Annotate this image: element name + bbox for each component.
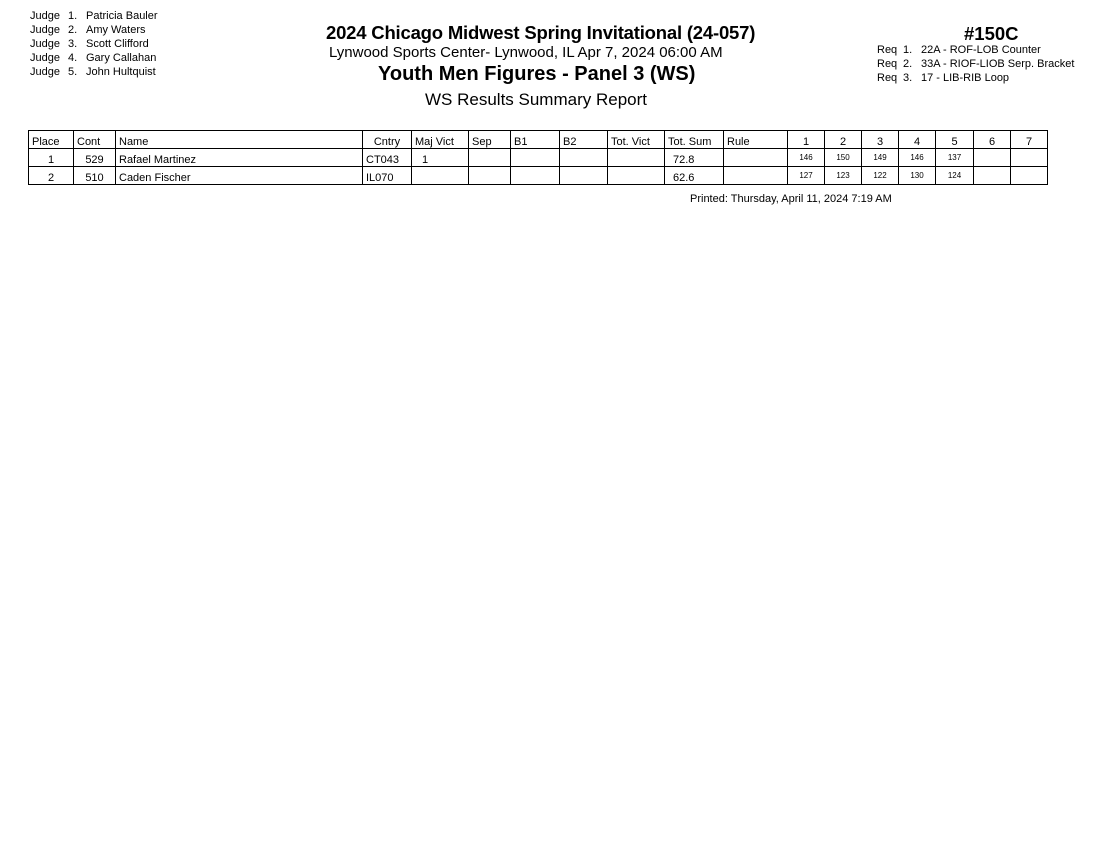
requirement-row: Req 2. 33A - RIOF-LIOB Serp. Bracket bbox=[877, 58, 1075, 70]
judge-row: Judge 3. Scott Clifford bbox=[30, 38, 149, 50]
cont-cell: 510 bbox=[74, 167, 116, 185]
judge-score-cell bbox=[974, 149, 1011, 167]
column-header: B2 bbox=[560, 131, 608, 149]
judge-row: Judge 4. Gary Callahan bbox=[30, 52, 157, 64]
column-header: Place bbox=[29, 131, 74, 149]
sep-cell bbox=[469, 149, 511, 167]
place-cell: 1 bbox=[29, 149, 74, 167]
cntry-cell: CT043 bbox=[363, 149, 412, 167]
judge-name: Amy Waters bbox=[86, 24, 146, 36]
event-title: Youth Men Figures - Panel 3 (WS) bbox=[378, 63, 696, 85]
judge-row: Judge 5. John Hultquist bbox=[30, 66, 156, 78]
b1-cell bbox=[511, 149, 560, 167]
column-header: Name bbox=[116, 131, 363, 149]
venue-line: Lynwood Sports Center- Lynwood, IL Apr 7, 2024 06:00 AM bbox=[329, 44, 723, 61]
judge-score-cell: 122 bbox=[862, 167, 899, 185]
column-header: 3 bbox=[862, 131, 899, 149]
column-header: Cntry bbox=[363, 131, 412, 149]
judge-score-cell bbox=[1011, 149, 1048, 167]
results-table bbox=[28, 130, 1048, 185]
judge-score-cell: 123 bbox=[825, 167, 862, 185]
judge-score-cell: 127 bbox=[788, 167, 825, 185]
cont-cell: 529 bbox=[74, 149, 116, 167]
judge-score-cell: 130 bbox=[899, 167, 936, 185]
column-header: 2 bbox=[825, 131, 862, 149]
requirement-row: Req 1. 22A - ROF-LOB Counter bbox=[877, 44, 1041, 56]
sep-cell bbox=[469, 167, 511, 185]
column-header: Tot. Vict bbox=[608, 131, 665, 149]
judge-score-cell bbox=[1011, 167, 1048, 185]
table-row bbox=[29, 167, 1048, 185]
competition-title: 2024 Chicago Midwest Spring Invitational (24-057) bbox=[326, 22, 756, 43]
judge-score-cell: 150 bbox=[825, 149, 862, 167]
column-header: Sep bbox=[469, 131, 511, 149]
rule-cell bbox=[724, 167, 788, 185]
table-row bbox=[29, 149, 1048, 167]
tot-sum-cell: 62.6 bbox=[665, 167, 724, 185]
judges-list bbox=[30, 9, 158, 79]
column-header: 5 bbox=[936, 131, 974, 149]
column-header: 1 bbox=[788, 131, 825, 149]
table-header-row bbox=[29, 131, 1048, 149]
tot-vict-cell bbox=[608, 149, 665, 167]
b2-cell bbox=[560, 149, 608, 167]
b2-cell bbox=[560, 167, 608, 185]
judge-score-cell: 137 bbox=[936, 149, 974, 167]
column-header: 6 bbox=[974, 131, 1011, 149]
judge-row: Judge 2. Amy Waters bbox=[30, 24, 146, 36]
judge-score-cell: 149 bbox=[862, 149, 899, 167]
column-header: Cont bbox=[74, 131, 116, 149]
tot-sum-cell: 72.8 bbox=[665, 149, 724, 167]
column-header: Tot. Sum bbox=[665, 131, 724, 149]
column-header: 4 bbox=[899, 131, 936, 149]
maj-vict-cell: 1 bbox=[412, 149, 469, 167]
column-header: Rule bbox=[724, 131, 788, 149]
printed-timestamp: Printed: Thursday, April 11, 2024 7:19 AM bbox=[690, 193, 892, 205]
event-number: #150C bbox=[964, 23, 1019, 44]
tot-vict-cell bbox=[608, 167, 665, 185]
place-cell: 2 bbox=[29, 167, 74, 185]
judge-score-cell bbox=[974, 167, 1011, 185]
name-cell: Caden Fischer bbox=[116, 167, 363, 185]
judge-score-cell: 146 bbox=[788, 149, 825, 167]
b1-cell bbox=[511, 167, 560, 185]
rule-cell bbox=[724, 149, 788, 167]
requirements-list bbox=[877, 43, 1074, 85]
requirement-row: Req 3. 17 - LIB-RIB Loop bbox=[877, 72, 1010, 84]
judge-row: Judge 1. Patricia Bauler bbox=[30, 10, 158, 22]
cntry-cell: IL070 bbox=[363, 167, 412, 185]
name-cell: Rafael Martinez bbox=[116, 149, 363, 167]
judge-name: Patricia Bauler bbox=[86, 10, 158, 22]
report-title: WS Results Summary Report bbox=[425, 90, 647, 109]
judge-name: John Hultquist bbox=[86, 66, 156, 78]
column-header: 7 bbox=[1011, 131, 1048, 149]
column-header: Maj Vict bbox=[412, 131, 469, 149]
judge-score-cell: 124 bbox=[936, 167, 974, 185]
judge-name: Gary Callahan bbox=[86, 52, 157, 64]
maj-vict-cell bbox=[412, 167, 469, 185]
judge-name: Scott Clifford bbox=[86, 38, 149, 50]
judge-score-cell: 146 bbox=[899, 149, 936, 167]
column-header: B1 bbox=[511, 131, 560, 149]
